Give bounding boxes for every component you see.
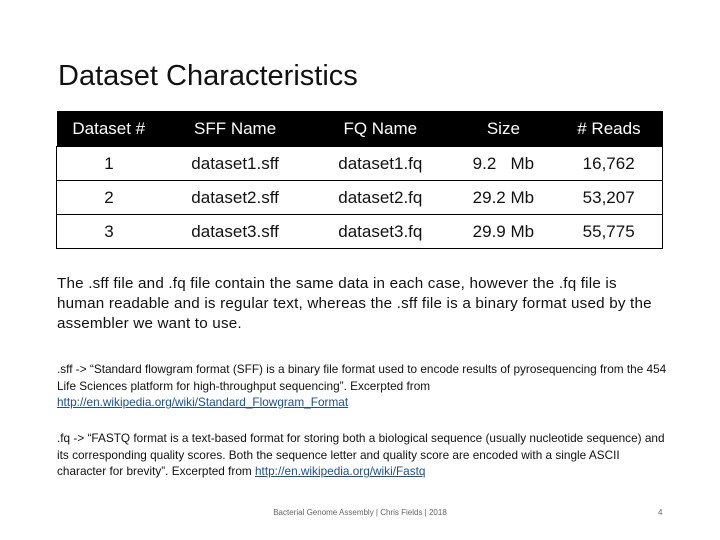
cell-reads: 55,775	[555, 215, 662, 249]
sff-note-text: .sff -> “Standard flowgram format (SFF) is a binary file format used to encode results of pyrosequencing from the 454 Life Sciences platform for high-throughput sequencing”. Excerpted from	[57, 362, 667, 393]
header-reads: # Reads	[555, 111, 662, 147]
slide-title: Dataset Characteristics	[58, 60, 358, 92]
table-row	[57, 215, 663, 249]
table-row	[57, 147, 663, 181]
table-row	[57, 181, 663, 215]
cell-size: 29.2 Mb	[451, 181, 555, 215]
cell-fq-name: dataset3.fq	[309, 215, 451, 249]
cell-size: 29.9 Mb	[451, 215, 555, 249]
fq-wikipedia-link[interactable]: http://en.wikipedia.org/wiki/Fastq	[255, 464, 426, 478]
cell-size: 9.2 Mb	[451, 147, 555, 181]
header-dataset-number: Dataset #	[57, 111, 162, 147]
cell-fq-name: dataset1.fq	[309, 147, 451, 181]
dataset-table	[56, 111, 663, 249]
cell-sff-name: dataset2.sff	[161, 181, 309, 215]
description-paragraph: The .sff file and .fq file contain the same data in each case, however the .fq file is human readable and is regular text, whereas the .sff file is a binary format used by the assembler we want to use.	[57, 275, 652, 332]
sff-wikipedia-link[interactable]: http://en.wikipedia.org/wiki/Standard_Flowgram_Format	[57, 395, 349, 409]
page-number: 4	[658, 508, 663, 517]
slide-footer: Bacterial Genome Assembly | Chris Fields | 2018	[273, 508, 447, 517]
cell-dataset-number: 1	[57, 147, 162, 181]
header-sff-name: SFF Name	[161, 111, 309, 147]
sff-note	[57, 361, 667, 411]
cell-reads: 53,207	[555, 181, 662, 215]
cell-dataset-number: 3	[57, 215, 162, 249]
cell-sff-name: dataset1.sff	[161, 147, 309, 181]
cell-dataset-number: 2	[57, 181, 162, 215]
header-size: Size	[451, 111, 555, 147]
cell-reads: 16,762	[555, 147, 662, 181]
fq-note-text: .fq -> “FASTQ format is a text-based format for storing both a biological sequence (usually nucleotide sequence) and its corresponding quality scores. Both the sequence letter and quality score are encoded with a single ASCII character for brevity”. Excerpted from	[57, 431, 665, 478]
cell-sff-name: dataset3.sff	[161, 215, 309, 249]
table-header-row	[57, 111, 663, 147]
fq-note	[57, 430, 667, 480]
header-fq-name: FQ Name	[309, 111, 451, 147]
cell-fq-name: dataset2.fq	[309, 181, 451, 215]
